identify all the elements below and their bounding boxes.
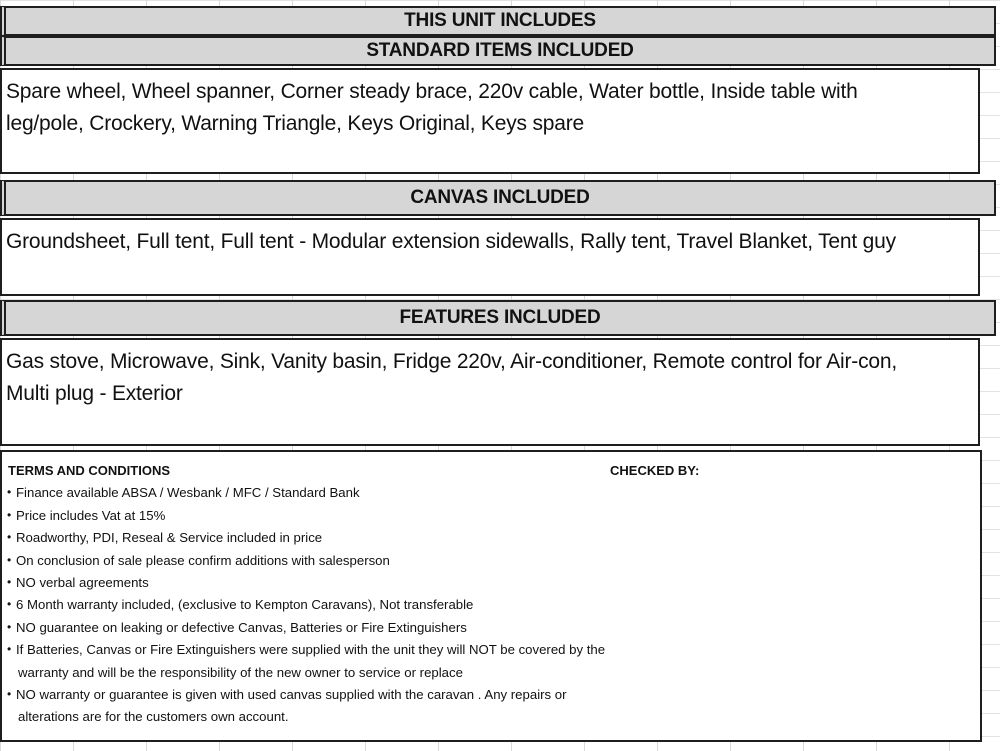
features-line-1: Gas stove, Microwave, Sink, Vanity basin, Fridge 220v, Air-conditioner, Remote control for Air-con,	[6, 350, 897, 373]
canvas-box	[0, 218, 980, 296]
term-text: Roadworthy, PDI, Reseal & Service included in price	[16, 530, 323, 546]
term-item	[6, 550, 980, 572]
standard-items-line-1: Spare wheel, Wheel spanner, Corner steady brace, 220v cable, Water bottle, Inside table with	[6, 80, 858, 103]
features-header	[0, 300, 996, 336]
terms-title: TERMS AND CONDITIONS	[8, 463, 171, 478]
canvas-header	[0, 180, 996, 216]
term-text: NO warranty or guarantee is given with used canvas supplied with the caravan . Any repairs or	[16, 687, 567, 703]
term-text: NO verbal agreements	[16, 575, 149, 591]
term-item	[6, 505, 980, 527]
standard-items-header	[0, 36, 996, 66]
term-text: If Batteries, Canvas or Fire Extinguishers were supplied with the unit they will NOT be covered by the	[16, 642, 606, 658]
terms-box	[0, 450, 982, 742]
unit-includes-header	[0, 6, 996, 36]
term-item	[6, 482, 980, 504]
term-text-continued: warranty and will be the responsibility of the new owner to service or replace	[18, 664, 463, 680]
term-text: Finance available ABSA / Wesbank / MFC / Standard Bank	[16, 485, 360, 501]
term-text: On conclusion of sale please confirm additions with salesperson	[16, 552, 390, 568]
features-line-2: Multi plug - Exterior	[6, 382, 183, 405]
features-box	[0, 338, 980, 446]
term-item	[6, 639, 980, 684]
term-item	[6, 684, 980, 729]
term-text: Price includes Vat at 15%	[16, 507, 166, 523]
term-text: NO guarantee on leaking or defective Canvas, Batteries or Fire Extinguishers	[16, 619, 467, 635]
standard-items-box	[0, 68, 980, 174]
standard-items-title: STANDARD ITEMS INCLUDED	[366, 40, 634, 61]
term-item	[6, 617, 980, 639]
canvas-title: CANVAS INCLUDED	[410, 187, 590, 208]
checked-by-label: CHECKED BY:	[610, 463, 700, 478]
term-item	[6, 527, 980, 549]
term-text-continued: alterations are for the customers own account.	[18, 709, 289, 725]
standard-items-line-2: leg/pole, Crockery, Warning Triangle, Keys Original, Keys spare	[6, 112, 584, 135]
term-item	[6, 594, 980, 616]
features-title: FEATURES INCLUDED	[399, 307, 601, 328]
canvas-line-1: Groundsheet, Full tent, Full tent - Modular extension sidewalls, Rally tent, Travel Blanket, Tent guy	[6, 230, 896, 253]
unit-includes-title: THIS UNIT INCLUDES	[404, 10, 596, 31]
terms-list	[6, 482, 980, 728]
term-text: 6 Month warranty included, (exclusive to Kempton Caravans), Not transferable	[16, 597, 474, 613]
term-item	[6, 572, 980, 594]
